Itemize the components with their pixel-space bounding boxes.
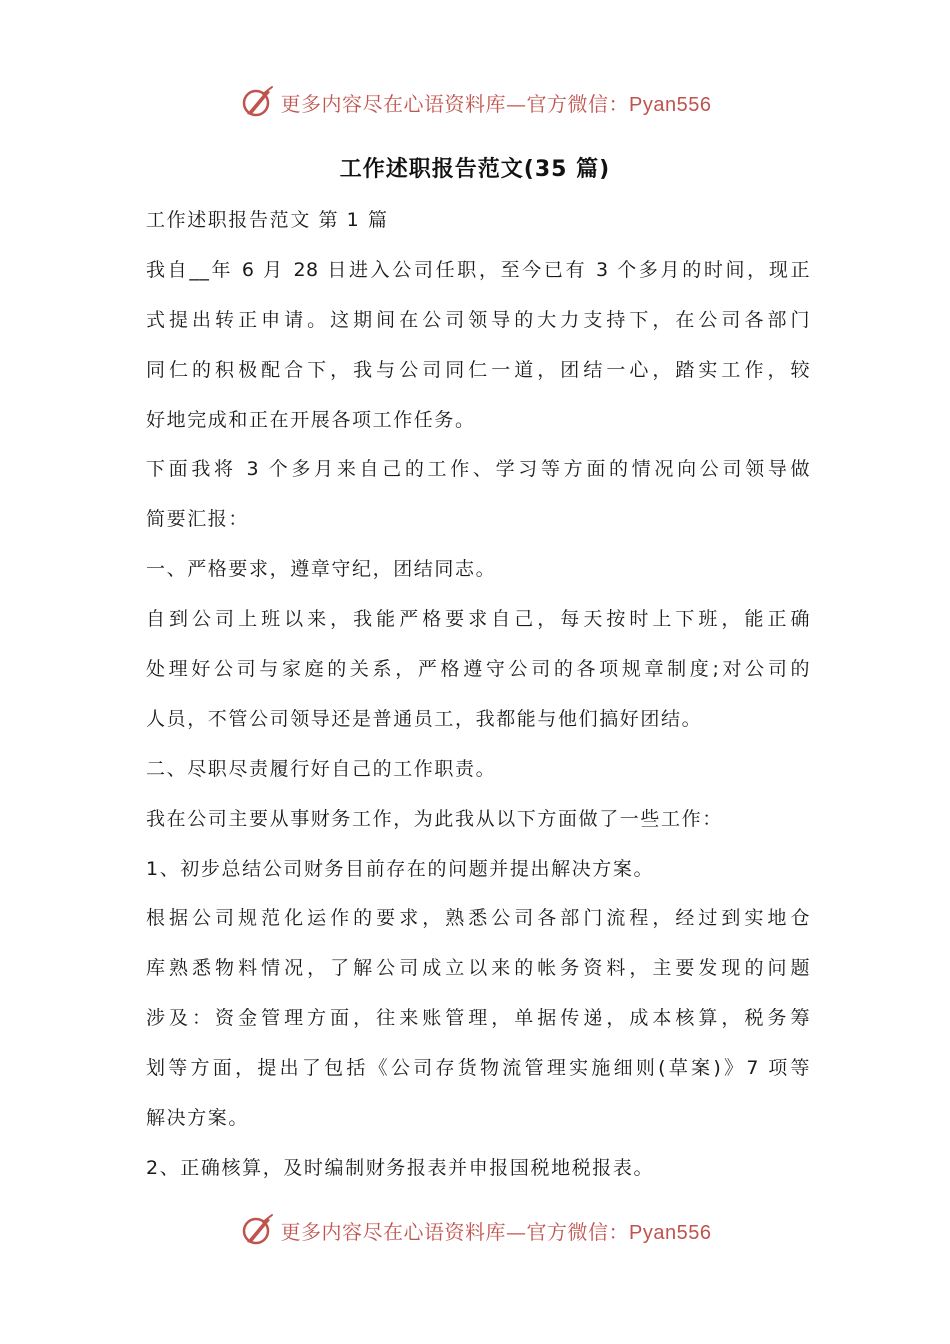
- watermark-wechat-id: Pyan556: [629, 93, 712, 116]
- section-heading: 二、尽职尽责履行好自己的工作职责。: [146, 757, 497, 780]
- watermark-main-text: 更多内容尽在心语资料库—官方微信：: [280, 1219, 630, 1244]
- footer-watermark: [0, 1208, 950, 1252]
- paragraph-line: 自到公司上班以来，我能严格要求自己，每天按时上下班，能正确: [146, 608, 810, 631]
- paragraph-line: 库熟悉物料情况，了解公司成立以来的帐务资料，主要发现的问题: [146, 957, 810, 980]
- quill-pen-circle-icon: [239, 84, 275, 120]
- paragraph-line: 涉及：资金管理方面，往来账管理，单据传递，成本核算，税务筹: [146, 1007, 810, 1030]
- subtitle-line: 工作述职报告范文 第 1 篇: [146, 209, 389, 231]
- paragraph-line: 划等方面，提出了包括《公司存货物流管理实施细则(草案)》7 项等: [146, 1057, 810, 1080]
- subsection-heading: 1、初步总结公司财务目前存在的问题并提出解决方案。: [146, 857, 655, 880]
- document-body: [146, 196, 810, 1194]
- subsection-heading: 2、正确核算，及时编制财务报表并申报国税地税报表。: [146, 1156, 655, 1179]
- paragraph-line: 我在公司主要从事财务工作，为此我从以下方面做了一些工作：: [146, 807, 723, 830]
- paragraph-line: 式提出转正申请。这期间在公司领导的大力支持下，在公司各部门: [146, 308, 810, 331]
- paragraph-line: 简要汇报：: [146, 508, 250, 531]
- document-title: 工作述职报告范文(35 篇): [339, 157, 611, 182]
- paragraph-line: 下面我将 3 个多月来自己的工作、学习等方面的情况向公司领导做: [146, 458, 810, 481]
- watermark-text: [281, 88, 712, 117]
- paragraph-line: 同仁的积极配合下，我与公司同仁一道，团结一心，踏实工作，较: [146, 358, 810, 381]
- paragraph-line: 人员，不管公司领导还是普通员工，我都能与他们搞好团结。: [146, 707, 703, 730]
- watermark-text: [281, 1216, 712, 1245]
- watermark-main-text: 更多内容尽在心语资料库—官方微信：: [280, 91, 630, 116]
- section-heading: 一、严格要求，遵章守纪，团结同志。: [146, 558, 497, 581]
- paragraph-line: 根据公司规范化运作的要求，熟悉公司各部门流程，经过到实地仓: [146, 907, 810, 930]
- header-watermark: [0, 80, 950, 124]
- paragraph-line: 好地完成和正在开展各项工作任务。: [146, 408, 476, 431]
- paragraph-line: 我自__年 6 月 28 日进入公司任职，至今已有 3 个多月的时间，现正: [146, 258, 810, 281]
- quill-pen-circle-icon: [239, 1212, 275, 1248]
- watermark-wechat-id: Pyan556: [629, 1221, 712, 1244]
- watermark-group: [239, 84, 712, 120]
- paragraph-line: 解决方案。: [146, 1107, 250, 1130]
- watermark-group: [239, 1212, 712, 1248]
- paragraph-line: 处理好公司与家庭的关系，严格遵守公司的各项规章制度;对公司的: [146, 658, 810, 681]
